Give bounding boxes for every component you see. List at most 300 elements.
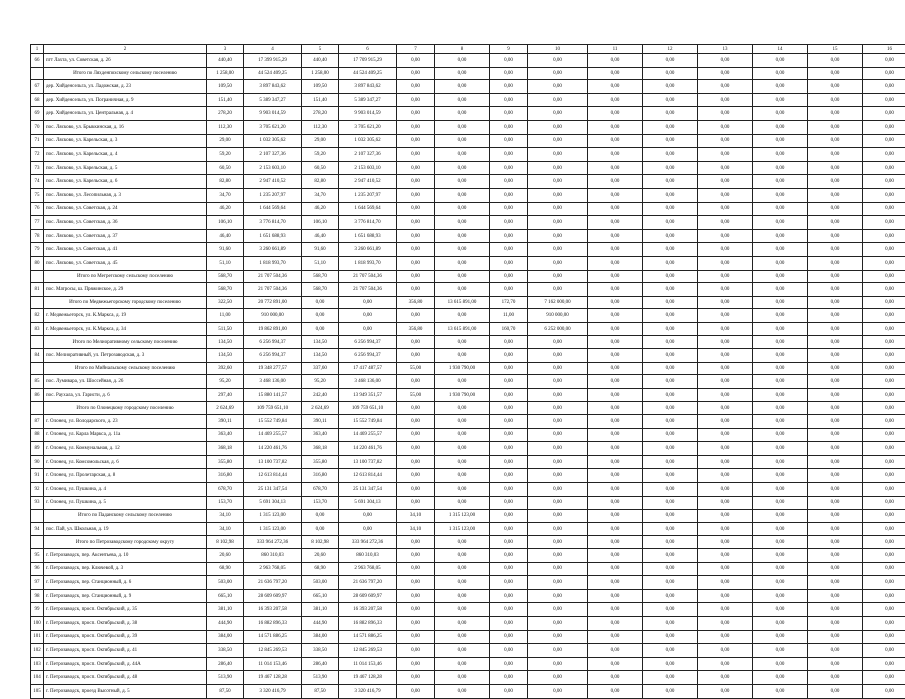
value-cell-col-11: 0,00: [588, 483, 643, 497]
value-cell-col-6: 0,00: [339, 522, 397, 536]
value-cell-col-11: 0,00: [588, 657, 643, 671]
subtotal-row: [31, 67, 905, 80]
value-cell-col-5: 0,00: [302, 296, 339, 309]
value-cell-col-6: 9 903 014,59: [339, 107, 397, 121]
address-cell: г. Олонец, ул. Пушкина, д. 4: [44, 483, 207, 497]
address-cell: пос. Лясково, ул. Советская, д. 24: [44, 202, 207, 216]
value-cell-col-9: 0,00: [490, 270, 528, 283]
value-cell-col-3: 568,70: [207, 270, 244, 283]
value-cell-col-3: 91,60: [207, 243, 244, 257]
value-cell-col-5: 46,40: [302, 229, 339, 243]
value-cell-col-8: 0,00: [435, 657, 490, 671]
value-cell-col-8: 0,00: [435, 148, 490, 162]
value-cell-col-6: 16 393 207,58: [339, 603, 397, 617]
value-cell-col-5: 29,00: [302, 134, 339, 148]
value-cell-col-5: 678,70: [302, 483, 339, 497]
value-cell-col-6: 44 524 409,25: [339, 67, 397, 80]
value-cell-col-4: 6 256 994,37: [244, 336, 302, 349]
value-cell-col-10: 0,00: [528, 428, 588, 442]
address-cell: г. Петрозаводск, пер. Ключевой, д. 3: [44, 562, 207, 576]
value-cell-col-11: 0,00: [588, 522, 643, 536]
value-cell-col-8: 0,00: [435, 548, 490, 562]
value-cell-col-5: 51,10: [302, 256, 339, 270]
value-cell-col-10: 0,00: [528, 415, 588, 429]
value-cell-col-16: 0,00: [863, 402, 905, 415]
table-row: [31, 644, 905, 658]
value-cell-col-9: 0,00: [490, 483, 528, 497]
value-cell-col-12: 0,00: [643, 684, 698, 698]
value-cell-col-16: 0,00: [863, 188, 905, 202]
value-cell-col-3: 109,50: [207, 80, 244, 94]
value-cell-col-4: 3 705 621,20: [244, 120, 302, 134]
value-cell-col-7: 0,00: [397, 148, 435, 162]
row-number: 89: [31, 442, 44, 456]
value-cell-col-8: 0,00: [435, 671, 490, 685]
value-cell-col-13: 0,00: [698, 54, 753, 68]
row-number: 101: [31, 630, 44, 644]
value-cell-col-10: 0,00: [528, 134, 588, 148]
value-cell-col-3: 95,20: [207, 375, 244, 389]
value-cell-col-15: 0,00: [808, 349, 863, 363]
value-cell-col-8: 1 315 123,00: [435, 510, 490, 523]
housing-table: [30, 44, 905, 699]
value-cell-col-12: 0,00: [643, 469, 698, 483]
value-cell-col-9: 0,00: [490, 107, 528, 121]
value-cell-col-7: 0,00: [397, 309, 435, 323]
value-cell-col-14: 0,00: [753, 562, 808, 576]
value-cell-col-7: 0,00: [397, 483, 435, 497]
value-cell-col-3: 665,10: [207, 589, 244, 603]
value-cell-col-9: 0,00: [490, 522, 528, 536]
value-cell-col-14: 0,00: [753, 644, 808, 658]
value-cell-col-8: 0,00: [435, 496, 490, 510]
table-row: [31, 442, 905, 456]
value-cell-col-14: 0,00: [753, 322, 808, 336]
value-cell-col-7: 0,00: [397, 134, 435, 148]
value-cell-col-11: 0,00: [588, 562, 643, 576]
value-cell-col-11: 0,00: [588, 296, 643, 309]
value-cell-col-5: 87,50: [302, 684, 339, 698]
table-row: [31, 283, 905, 297]
subtotal-number-cell: [31, 536, 44, 549]
value-cell-col-14: 0,00: [753, 216, 808, 230]
row-number: 99: [31, 603, 44, 617]
row-number: 80: [31, 256, 44, 270]
value-cell-col-15: 0,00: [808, 175, 863, 189]
value-cell-col-3: 511,50: [207, 322, 244, 336]
value-cell-col-10: 7 162 000,00: [528, 296, 588, 309]
value-cell-col-16: 0,00: [863, 576, 905, 590]
value-cell-col-16: 0,00: [863, 322, 905, 336]
value-cell-col-15: 0,00: [808, 562, 863, 576]
table-row: [31, 415, 905, 429]
subtotal-row: [31, 296, 905, 309]
value-cell-col-10: 0,00: [528, 469, 588, 483]
value-cell-col-16: 0,00: [863, 134, 905, 148]
table-body: [31, 45, 905, 699]
value-cell-col-3: 440,40: [207, 54, 244, 68]
value-cell-col-10: 0,00: [528, 283, 588, 297]
value-cell-col-7: 0,00: [397, 684, 435, 698]
value-cell-col-15: 0,00: [808, 522, 863, 536]
value-cell-col-11: 0,00: [588, 120, 643, 134]
value-cell-col-15: 0,00: [808, 402, 863, 415]
row-number: 69: [31, 107, 44, 121]
value-cell-col-4: 1 818 993,70: [244, 256, 302, 270]
address-cell: пос. Лясково, ул. Советская, д. 36: [44, 216, 207, 230]
value-cell-col-6: 6 256 994,37: [339, 349, 397, 363]
value-cell-col-14: 0,00: [753, 134, 808, 148]
address-cell: пос. Пай, ул. Школьная, д. 19: [44, 522, 207, 536]
row-number: 78: [31, 229, 44, 243]
value-cell-col-10: 0,00: [528, 589, 588, 603]
value-cell-col-5: 0,00: [302, 522, 339, 536]
value-cell-col-8: 0,00: [435, 644, 490, 658]
value-cell-col-10: 0,00: [528, 175, 588, 189]
subtotal-label: Итого по Паданскому сельскому поселению: [44, 510, 207, 523]
value-cell-col-15: 0,00: [808, 548, 863, 562]
value-cell-col-5: 278,20: [302, 107, 339, 121]
address-cell: пос. Лясково, ул. Брыккинская, д. 16: [44, 120, 207, 134]
value-cell-col-7: 0,00: [397, 283, 435, 297]
column-number-15: 15: [808, 45, 863, 54]
value-cell-col-12: 0,00: [643, 296, 698, 309]
value-cell-col-14: 0,00: [753, 536, 808, 549]
value-cell-col-8: 0,00: [435, 589, 490, 603]
value-cell-col-12: 0,00: [643, 455, 698, 469]
value-cell-col-9: 0,00: [490, 469, 528, 483]
address-cell: г. Медвежьегорск, ул. К.Маркса, д. 34: [44, 322, 207, 336]
value-cell-col-4: 14 220 461,76: [244, 442, 302, 456]
value-cell-col-6: 0,00: [339, 322, 397, 336]
subtotal-number-cell: [31, 67, 44, 80]
value-cell-col-12: 0,00: [643, 54, 698, 68]
value-cell-col-8: 13 615 891,00: [435, 322, 490, 336]
value-cell-col-12: 0,00: [643, 322, 698, 336]
value-cell-col-8: 0,00: [435, 684, 490, 698]
row-number: 75: [31, 188, 44, 202]
value-cell-col-6: 1 644 569,64: [339, 202, 397, 216]
value-cell-col-13: 0,00: [698, 134, 753, 148]
value-cell-col-3: 384,00: [207, 630, 244, 644]
value-cell-col-3: 29,00: [207, 134, 244, 148]
value-cell-col-5: 95,20: [302, 375, 339, 389]
value-cell-col-16: 0,00: [863, 428, 905, 442]
value-cell-col-15: 0,00: [808, 67, 863, 80]
value-cell-col-12: 0,00: [643, 243, 698, 257]
value-cell-col-13: 0,00: [698, 548, 753, 562]
value-cell-col-6: 25 131 347,54: [339, 483, 397, 497]
value-cell-col-13: 0,00: [698, 80, 753, 94]
value-cell-col-10: 0,00: [528, 510, 588, 523]
value-cell-col-7: 0,00: [397, 202, 435, 216]
value-cell-col-15: 0,00: [808, 120, 863, 134]
table-row: [31, 256, 905, 270]
value-cell-col-10: 0,00: [528, 107, 588, 121]
value-cell-col-9: 0,00: [490, 671, 528, 685]
subtotal-label: Итого по Мелиоративному сельскому поселению: [44, 336, 207, 349]
value-cell-col-5: 665,10: [302, 589, 339, 603]
value-cell-col-6: 13 100 737,82: [339, 455, 397, 469]
value-cell-col-11: 0,00: [588, 134, 643, 148]
row-number: 98: [31, 589, 44, 603]
value-cell-col-12: 0,00: [643, 388, 698, 402]
value-cell-col-8: 0,00: [435, 455, 490, 469]
value-cell-col-5: 2 624,69: [302, 402, 339, 415]
value-cell-col-4: 1 235 207,97: [244, 188, 302, 202]
value-cell-col-10: 0,00: [528, 657, 588, 671]
value-cell-col-13: 0,00: [698, 428, 753, 442]
value-cell-col-5: 134,50: [302, 336, 339, 349]
value-cell-col-16: 0,00: [863, 216, 905, 230]
value-cell-col-10: 0,00: [528, 229, 588, 243]
value-cell-col-15: 0,00: [808, 270, 863, 283]
column-number-4: 4: [244, 45, 302, 54]
value-cell-col-4: 1 315 123,00: [244, 510, 302, 523]
value-cell-col-15: 0,00: [808, 148, 863, 162]
value-cell-col-6: 14 571 886,25: [339, 630, 397, 644]
value-cell-col-16: 0,00: [863, 630, 905, 644]
value-cell-col-10: 0,00: [528, 120, 588, 134]
column-number-16: 16: [863, 45, 905, 54]
value-cell-col-8: 0,00: [435, 256, 490, 270]
value-cell-col-14: 0,00: [753, 483, 808, 497]
row-number: 102: [31, 644, 44, 658]
value-cell-col-11: 0,00: [588, 455, 643, 469]
row-number: 82: [31, 309, 44, 323]
table-row: [31, 469, 905, 483]
address-cell: дер. Хийденсельга, ул. Ладожская, д. 23: [44, 80, 207, 94]
value-cell-col-6: 5 691 304,13: [339, 496, 397, 510]
value-cell-col-9: 0,00: [490, 442, 528, 456]
value-cell-col-9: 0,00: [490, 175, 528, 189]
value-cell-col-13: 0,00: [698, 576, 753, 590]
value-cell-col-4: 17 399 915,29: [244, 54, 302, 68]
value-cell-col-10: 0,00: [528, 562, 588, 576]
value-cell-col-6: 3 320 416,79: [339, 684, 397, 698]
value-cell-col-9: 0,00: [490, 684, 528, 698]
value-cell-col-5: 60,50: [302, 161, 339, 175]
value-cell-col-6: 14 220 461,76: [339, 442, 397, 456]
data-sheet: [30, 44, 866, 699]
value-cell-col-13: 0,00: [698, 442, 753, 456]
value-cell-col-8: 1 315 123,00: [435, 522, 490, 536]
value-cell-col-9: 0,00: [490, 510, 528, 523]
value-cell-col-14: 0,00: [753, 428, 808, 442]
value-cell-col-15: 0,00: [808, 442, 863, 456]
value-cell-col-13: 0,00: [698, 322, 753, 336]
value-cell-col-3: 381,10: [207, 603, 244, 617]
value-cell-col-9: 0,00: [490, 455, 528, 469]
address-cell: г. Олонец, ул. Коммунальная, д. 12: [44, 442, 207, 456]
table-row: [31, 107, 905, 121]
value-cell-col-5: 151,40: [302, 93, 339, 107]
table-row: [31, 671, 905, 685]
value-cell-col-15: 0,00: [808, 375, 863, 389]
value-cell-col-15: 0,00: [808, 455, 863, 469]
value-cell-col-15: 0,00: [808, 603, 863, 617]
value-cell-col-12: 0,00: [643, 548, 698, 562]
value-cell-col-16: 0,00: [863, 375, 905, 389]
value-cell-col-16: 0,00: [863, 469, 905, 483]
value-cell-col-9: 11,00: [490, 309, 528, 323]
value-cell-col-11: 0,00: [588, 67, 643, 80]
address-cell: г. Петрозаводск, просп. Октябрьский, д. 39: [44, 630, 207, 644]
value-cell-col-7: 0,00: [397, 428, 435, 442]
value-cell-col-4: 2 947 410,52: [244, 175, 302, 189]
value-cell-col-14: 0,00: [753, 188, 808, 202]
value-cell-col-12: 0,00: [643, 657, 698, 671]
value-cell-col-4: 12 845 269,53: [244, 644, 302, 658]
value-cell-col-5: 568,70: [302, 270, 339, 283]
value-cell-col-16: 0,00: [863, 175, 905, 189]
column-number-1: 1: [31, 45, 44, 54]
value-cell-col-5: 91,60: [302, 243, 339, 257]
value-cell-col-14: 0,00: [753, 548, 808, 562]
value-cell-col-10: 0,00: [528, 202, 588, 216]
value-cell-col-10: 0,00: [528, 362, 588, 375]
value-cell-col-10: 0,00: [528, 188, 588, 202]
value-cell-col-11: 0,00: [588, 402, 643, 415]
value-cell-col-8: 0,00: [435, 188, 490, 202]
value-cell-col-11: 0,00: [588, 644, 643, 658]
value-cell-col-10: 0,00: [528, 243, 588, 257]
value-cell-col-9: 0,00: [490, 603, 528, 617]
value-cell-col-6: 109 759 651,10: [339, 402, 397, 415]
value-cell-col-16: 0,00: [863, 148, 905, 162]
value-cell-col-6: 3 897 843,62: [339, 80, 397, 94]
value-cell-col-12: 0,00: [643, 336, 698, 349]
value-cell-col-10: 0,00: [528, 54, 588, 68]
row-number: 77: [31, 216, 44, 230]
table-row: [31, 54, 905, 68]
row-number: 86: [31, 388, 44, 402]
value-cell-col-7: 0,00: [397, 548, 435, 562]
value-cell-col-12: 0,00: [643, 536, 698, 549]
value-cell-col-3: 286,40: [207, 657, 244, 671]
row-number: 97: [31, 576, 44, 590]
value-cell-col-11: 0,00: [588, 336, 643, 349]
value-cell-col-12: 0,00: [643, 80, 698, 94]
value-cell-col-3: 134,50: [207, 349, 244, 363]
value-cell-col-3: 34,70: [207, 188, 244, 202]
value-cell-col-13: 0,00: [698, 256, 753, 270]
value-cell-col-13: 0,00: [698, 483, 753, 497]
value-cell-col-9: 0,00: [490, 657, 528, 671]
value-cell-col-11: 0,00: [588, 93, 643, 107]
value-cell-col-9: 0,00: [490, 283, 528, 297]
value-cell-col-8: 0,00: [435, 616, 490, 630]
value-cell-col-10: 0,00: [528, 548, 588, 562]
value-cell-col-6: 6 256 994,37: [339, 336, 397, 349]
value-cell-col-11: 0,00: [588, 496, 643, 510]
value-cell-col-14: 0,00: [753, 496, 808, 510]
value-cell-col-5: 440,40: [302, 54, 339, 68]
value-cell-col-16: 0,00: [863, 616, 905, 630]
value-cell-col-12: 0,00: [643, 67, 698, 80]
row-number: 66: [31, 54, 44, 68]
subtotal-number-cell: [31, 402, 44, 415]
value-cell-col-13: 0,00: [698, 216, 753, 230]
value-cell-col-4: 109 759 651,10: [244, 402, 302, 415]
value-cell-col-11: 0,00: [588, 309, 643, 323]
value-cell-col-7: 0,00: [397, 536, 435, 549]
value-cell-col-14: 0,00: [753, 402, 808, 415]
value-cell-col-12: 0,00: [643, 148, 698, 162]
value-cell-col-9: 0,00: [490, 362, 528, 375]
value-cell-col-13: 0,00: [698, 510, 753, 523]
subtotal-row: [31, 536, 905, 549]
address-cell: г. Медвежьегорск, ул. К.Маркса, д. 19: [44, 309, 207, 323]
value-cell-col-14: 0,00: [753, 576, 808, 590]
value-cell-col-14: 0,00: [753, 67, 808, 80]
value-cell-col-3: 513,90: [207, 671, 244, 685]
table-row: [31, 309, 905, 323]
value-cell-col-3: 368,18: [207, 442, 244, 456]
value-cell-col-6: 17 709 915,29: [339, 54, 397, 68]
value-cell-col-13: 0,00: [698, 362, 753, 375]
value-cell-col-8: 0,00: [435, 469, 490, 483]
value-cell-col-8: 1 930 790,00: [435, 362, 490, 375]
value-cell-col-15: 0,00: [808, 216, 863, 230]
table-row: [31, 562, 905, 576]
value-cell-col-12: 0,00: [643, 216, 698, 230]
value-cell-col-15: 0,00: [808, 54, 863, 68]
value-cell-col-9: 0,00: [490, 161, 528, 175]
value-cell-col-12: 0,00: [643, 589, 698, 603]
value-cell-col-13: 0,00: [698, 93, 753, 107]
value-cell-col-10: 0,00: [528, 603, 588, 617]
value-cell-col-13: 0,00: [698, 616, 753, 630]
value-cell-col-16: 0,00: [863, 496, 905, 510]
value-cell-col-5: 368,18: [302, 442, 339, 456]
value-cell-col-8: 0,00: [435, 202, 490, 216]
value-cell-col-8: 0,00: [435, 562, 490, 576]
value-cell-col-15: 0,00: [808, 510, 863, 523]
value-cell-col-15: 0,00: [808, 388, 863, 402]
value-cell-col-11: 0,00: [588, 630, 643, 644]
table-row: [31, 522, 905, 536]
value-cell-col-4: 25 131 347,54: [244, 483, 302, 497]
table-row: [31, 322, 905, 336]
value-cell-col-4: 19 467 128,28: [244, 671, 302, 685]
value-cell-col-12: 0,00: [643, 375, 698, 389]
value-cell-col-8: 0,00: [435, 54, 490, 68]
value-cell-col-14: 0,00: [753, 243, 808, 257]
address-cell: пос. Раухала, ул. Гаристи, д. 6: [44, 388, 207, 402]
column-number-7: 7: [397, 45, 435, 54]
row-number: 84: [31, 349, 44, 363]
value-cell-col-9: 0,00: [490, 644, 528, 658]
value-cell-col-13: 0,00: [698, 188, 753, 202]
address-cell: г. Петрозаводск, просп. Октябрьский, д. 41: [44, 644, 207, 658]
table-row: [31, 548, 905, 562]
value-cell-col-3: 46,20: [207, 202, 244, 216]
value-cell-col-4: 14 571 886,25: [244, 630, 302, 644]
value-cell-col-10: 0,00: [528, 483, 588, 497]
value-cell-col-14: 0,00: [753, 415, 808, 429]
value-cell-col-15: 0,00: [808, 616, 863, 630]
value-cell-col-6: 1 651 688,93: [339, 229, 397, 243]
address-cell: г. Олонец, ул. Пушкина, д. 5: [44, 496, 207, 510]
value-cell-col-13: 0,00: [698, 455, 753, 469]
value-cell-col-10: 0,00: [528, 148, 588, 162]
value-cell-col-12: 0,00: [643, 120, 698, 134]
table-row: [31, 616, 905, 630]
value-cell-col-13: 0,00: [698, 120, 753, 134]
value-cell-col-8: 1 930 790,00: [435, 388, 490, 402]
value-cell-col-8: 0,00: [435, 229, 490, 243]
